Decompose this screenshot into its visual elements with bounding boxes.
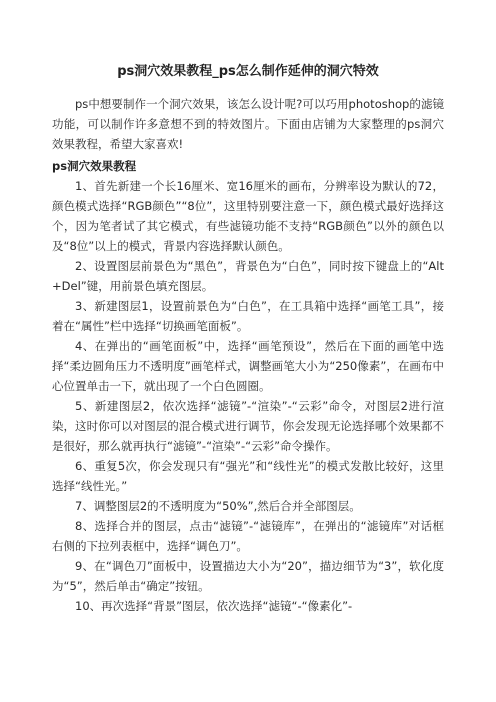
step-paragraph-9: 9、在“调色刀”面板中，设置描边大小为“20”，描边细节为“3”，软化度为“5”，然后单击“确定”按钮。: [52, 559, 444, 593]
step-paragraph-4: 4、在弹出的“画笔面板”中，选择“画笔预设”，然后在下面的画笔中选择“柔边圆角压力不透明度”画笔样式，调整画笔大小为“250像素”，在画布中心位置单击一下，就出现了一个白色圆圈。: [52, 339, 444, 393]
step-paragraph-3: 3、新建图层1，设置前景色为“白色”，在工具箱中选择“画笔工具”，接着在“属性”栏中选择“切换画笔面板”。: [52, 299, 444, 333]
step-paragraph-6: 6、重复5次，你会发现只有“强光”和“线性光”的模式发散比较好，这里选择“线性光。”: [52, 459, 444, 493]
step-paragraph-1: 1、首先新建一个长16厘米、宽16厘米的画布，分辨率设为默认的72，颜色模式选择“RGB颜色”“8位”，这里特别要注意一下，颜色模式最好选择这个，因为笔者试了其它模式，有些滤镜功能不支持“RGB颜色”以外的颜色以及“8位”以上的模式，背景内容选择默认颜色。: [52, 179, 444, 253]
step-paragraph-10: 10、再次选择“背景”图层，依次选择“滤镜“-“像素化”-: [75, 599, 353, 613]
step-paragraph-2: 2、设置图层前景色为“黑色”，背景色为“白色”，同时按下键盘上的“Alt+Del”键，用前景色填充图层。: [52, 259, 444, 293]
step-paragraph-8: 8、选择合并的图层，点击“滤镜”-“滤镜库”，在弹出的“滤镜库”对话框右侧的下拉列表框中，选择“调色刀”。: [52, 519, 444, 553]
document-title: ps洞穴效果教程_ps怎么制作延伸的洞穴特效: [117, 64, 379, 79]
step-paragraph-7: 7、调整图层2的不透明度为“50%”,然后合并全部图层。: [75, 499, 361, 513]
section-heading: ps洞穴效果教程: [52, 159, 137, 173]
step-paragraph-5: 5、新建图层2，依次选择“滤镜”-“渲染”-“云彩”命令，对图层2进行渲染，这时你可以对图层的混合模式进行调节，你会发现无论选择哪个效果都不是很好，那么就再执行“滤镜”-“渲染”-“云彩”命令操作。: [52, 399, 444, 453]
intro-paragraph: ps中想要制作一个洞穴效果，该怎么设计呢?可以巧用photoshop的滤镜功能，可以制作许多意想不到的特效图片。下面由店铺为大家整理的ps洞穴效果教程，希望大家喜欢!: [52, 97, 444, 151]
